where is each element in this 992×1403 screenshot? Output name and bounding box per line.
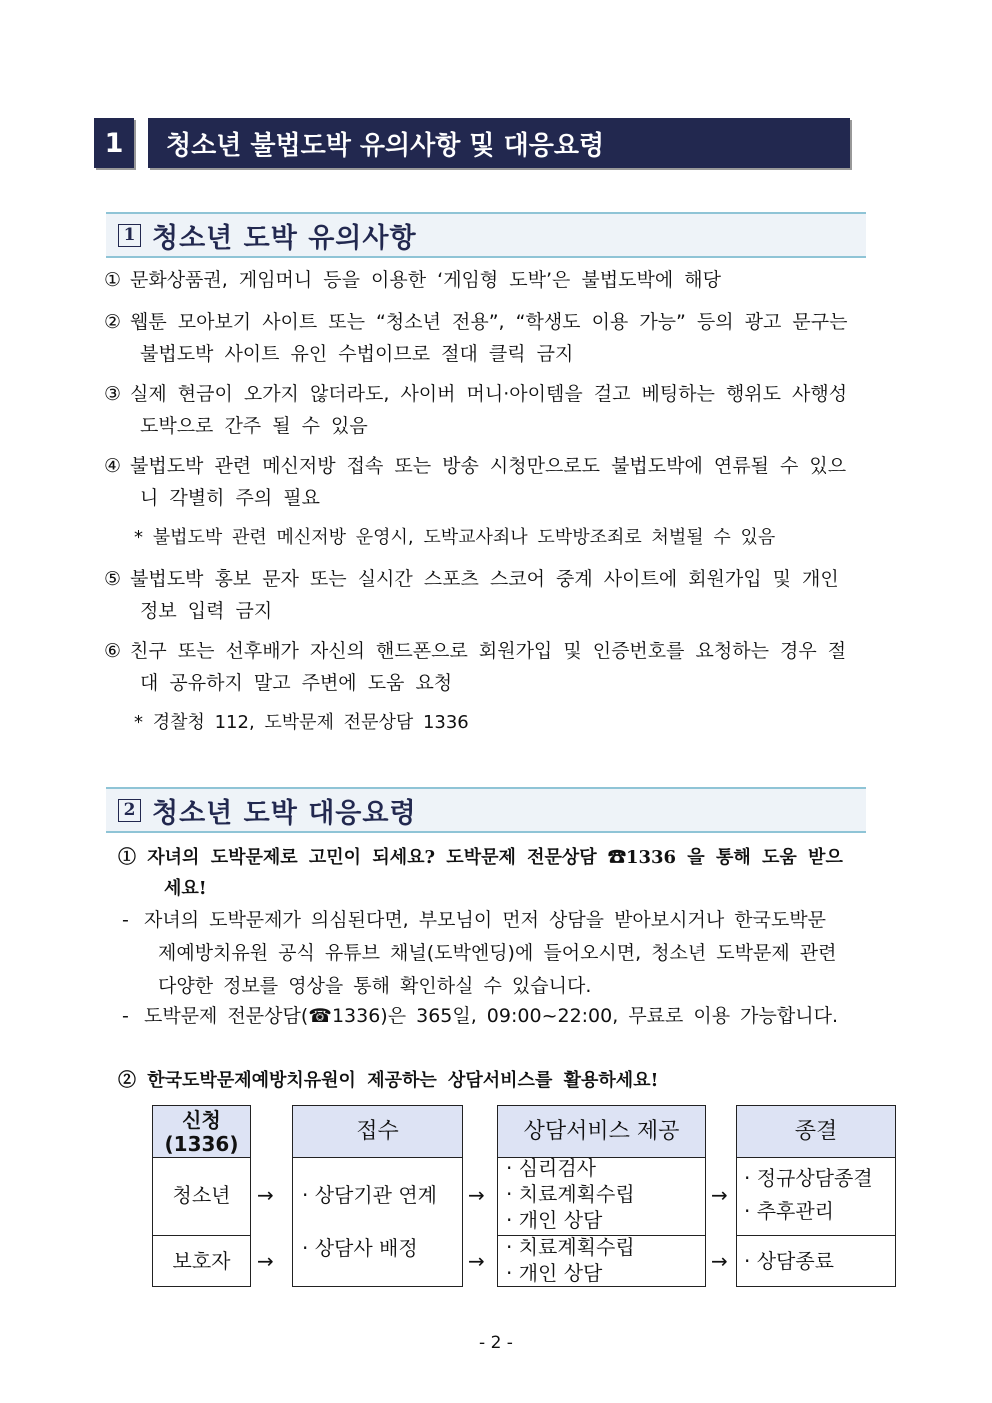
caution-item-1 [104, 264, 896, 296]
item-text: 불법도박 관련 메신저방 접속 또는 방송 시청만으로도 불법도박에 연류될 수 있으 [130, 455, 847, 477]
flow-service-item: · 개인 상담 [506, 1261, 603, 1285]
flow-receive-item: · 상담사 배정 [302, 1236, 418, 1260]
note-hotline: * 경찰청 112, 도박문제 전문상담 1336 [134, 712, 469, 733]
response-heading-2: ② 한국도박문제예방치유원이 제공하는 상담서비스를 활용하세요! [118, 1070, 659, 1091]
detail-text-cont: 다양한 정보를 영상을 통해 확인하실 수 있습니다. [158, 975, 592, 997]
item-text-cont: 대 공유하지 말고 주변에 도움 요청 [140, 672, 453, 694]
detail-text: 자녀의 도박문제가 의심된다면, 부모님이 먼저 상담을 받아보시거나 한국도박문 [144, 909, 827, 931]
item-text: 친구 또는 선후배가 자신의 핸드폰으로 회원가입 및 인증번호를 요청하는 경우 절 [130, 640, 847, 662]
flow-service-item: · 치료계획수립 [506, 1235, 635, 1259]
response-detail-2: - 도박문제 전문상담(☎1336)은 365일, 09:00~22:00, 무료로 이용 가능합니다. [122, 1000, 897, 1033]
flow-arrow: → [711, 1183, 728, 1207]
item-number: ② [104, 311, 122, 333]
caution-item-6 [104, 635, 896, 699]
apply-number: (1336) [164, 1131, 239, 1156]
response-heading-1-cont: 세요! [164, 878, 207, 899]
item-text-cont: 도박으로 간주 될 수 있음 [140, 415, 368, 437]
section-1-header [106, 212, 866, 258]
flow-end-item: · 추후관리 [744, 1199, 834, 1223]
section-1-number: 1 [118, 224, 141, 247]
item-text: 문화상품권, 게임머니 등을 이용한 ‘게임형 도박’은 불법도박에 해당 [130, 269, 721, 291]
page-number: - 2 - [479, 1333, 513, 1353]
chapter-title: 청소년 불법도박 유의사항 및 대응요령 [148, 118, 850, 168]
caution-item-5 [104, 563, 896, 627]
item-text: 불법도박 홍보 문자 또는 실시간 스포츠 스코어 중계 사이트에 회원가입 및 개인 [130, 568, 839, 590]
detail-text: 도박문제 전문상담(☎1336)은 365일, 09:00~22:00, 무료로 이용 가능합니다. [144, 1005, 838, 1027]
section-1-title: 청소년 도박 유의사항 [152, 222, 417, 254]
section-2-title: 청소년 도박 대응요령 [152, 797, 417, 829]
flow-end-item: · 상담종료 [744, 1249, 834, 1273]
flow-service-item: · 치료계획수립 [506, 1182, 635, 1206]
apply-label: 신청 [182, 1107, 221, 1132]
caution-item-2 [104, 306, 896, 370]
flow-label-guardian: 보호자 [172, 1249, 231, 1273]
flow-service-item: · 개인 상담 [506, 1208, 603, 1232]
flow-receive-item: · 상담기관 연계 [302, 1183, 437, 1207]
section-2-number: 2 [118, 799, 141, 822]
item-text: 실제 현금이 오가지 않더라도, 사이버 머니·아이템을 걸고 베팅하는 행위도 사행성 [130, 383, 848, 405]
detail-text-cont: 제예방치유원 공식 유튜브 채널(도박엔딩)에 들어오시면, 청소년 도박문제 관련 [158, 942, 837, 964]
item-text: 웹툰 모아보기 사이트 또는 “청소년 전용”, “학생도 이용 가능” 등의 광고 문구는 [130, 311, 848, 333]
item-number: ④ [104, 455, 122, 477]
flow-arrow: → [257, 1183, 274, 1207]
flow-arrow: → [468, 1249, 485, 1273]
response-heading-1: ① 자녀의 도박문제로 고민이 되세요? 도박문제 전문상담 ☎1336 을 통해 도움 받으 [118, 847, 843, 868]
flow-arrow: → [711, 1249, 728, 1273]
item-text-cont: 정보 입력 금지 [140, 600, 273, 622]
flow-service-item: · 심리검사 [506, 1156, 596, 1180]
item-number: ① [104, 269, 122, 291]
item-number: ⑤ [104, 568, 122, 590]
item-number: ⑥ [104, 640, 122, 662]
flow-arrow: → [468, 1183, 485, 1207]
item-text-cont: 니 각별히 주의 필요 [140, 487, 320, 509]
flow-header-service: 상담서비스 제공 [497, 1105, 706, 1158]
chapter-number: 1 [94, 118, 134, 168]
flow-label-youth: 청소년 [172, 1183, 231, 1207]
flow-header-receive: 접수 [292, 1105, 463, 1158]
item-number: ③ [104, 383, 122, 405]
note-penalty: * 불법도박 관련 메신저방 운영시, 도박교사죄나 도박방조죄로 처벌될 수 있음 [134, 527, 776, 548]
caution-item-4 [104, 450, 896, 514]
item-text-cont: 불법도박 사이트 유인 수법이므로 절대 클릭 금지 [140, 343, 574, 365]
flow-arrow: → [257, 1249, 274, 1273]
flow-header-end: 종결 [736, 1105, 896, 1158]
response-detail-1: - 자녀의 도박문제가 의심된다면, 부모님이 먼저 상담을 받아보시거나 한국도박문 제예방치유원 공식 유튜브 채널(도박엔딩)에 들어오시면, 청소년 도박문제 관련 다양한 정보를 영상을 통해 확인하실 수 있습니다. [122, 904, 897, 1003]
flow-end-item: · 정규상담종결 [744, 1166, 873, 1190]
flow-cell-receive [292, 1157, 463, 1287]
section-2-header [106, 787, 866, 833]
flow-header-apply [152, 1105, 251, 1158]
caution-item-3 [104, 378, 896, 442]
